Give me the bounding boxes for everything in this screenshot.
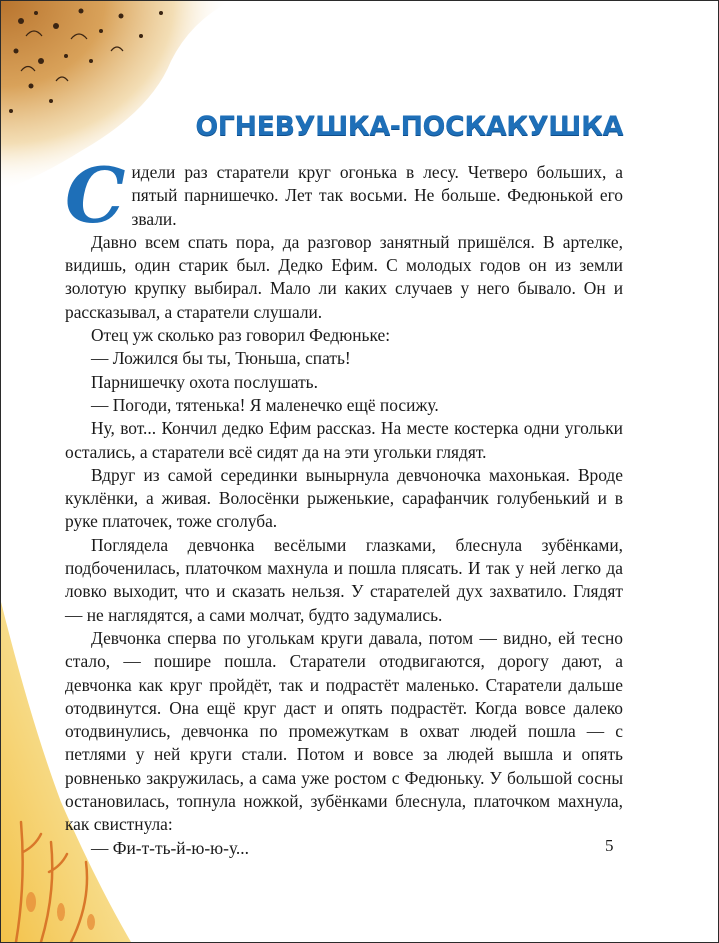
drop-cap-letter: С bbox=[65, 151, 126, 240]
paragraph-5: Парнишечку охота послушать. bbox=[91, 371, 318, 392]
story-text bbox=[65, 151, 623, 860]
page-number: 5 bbox=[605, 836, 614, 855]
paragraph-10: Девчонка сперва по уголькам круги давала, потом — видно, ей тесно стало, — пошире пошла. Старатели отодвигаются, дорогу дают, а девчонка как круг пройдёт, так и подрастёт маленько. Старатели дальше отодвинутся. Она ещё круг даст и опять подрастёт. Когда вовсе далеко отодвинулись, девчонка по промежуткам в охват людей пошла — с петлями у ней круги стали. Потом и вовсе за людей вышла и опять ровненько закружилась, а сама уже ростом с Федюньку. У большой сосны остановилась, топнула ножкой, зубёнками блеснула, платочком махнула, как свистнула: bbox=[65, 627, 623, 835]
paragraph-2: Давно всем спать пора, да разговор занятный пришёлся. В артелке, видишь, один старик был. Дедко Ефим. С молодых годов он из земли золотую крупку выбирал. Мало ли каких случаев у него бывало. Он и рассказывал, а старатели слушали. bbox=[65, 231, 623, 322]
paragraph-3: Отец уж сколько раз говорил Федюньке: bbox=[91, 325, 391, 346]
paragraph-1: Сидели раз старатели круг огонька в лесу. Четверо больших, а пятый парнишечко. Лет так восьми. Не больше. Федюнькой его звали. bbox=[65, 151, 623, 240]
paragraph-8: Вдруг из самой серединки вынырнула девчоночка махонькая. Вроде куклёнки, а живая. Волосёнки рыженькие, сарафанчик голубенький и в руке платочек, тоже сголуба. bbox=[65, 464, 623, 532]
paragraph-11: — Фи-т-ть-й-ю-ю-у... bbox=[91, 837, 249, 858]
paragraph-9: Поглядела девчонка весёлыми глазками, блеснула зубёнками, подбоченилась, платочком махнула и пошла плясать. И так у ней легко да ловко выходит, что и сказать нельзя. У старателей дух захватило. Глядят — не наглядятся, а сами молчат, будто задумались. bbox=[65, 534, 623, 625]
paragraph-6: — Погоди, тятенька! Я маленечко ещё посижу. bbox=[91, 394, 439, 415]
paragraph-7: Ну, вот... Кончил дедко Ефим рассказ. На месте костерка одни угольки остались, а старатели всё сидят да на эти угольки глядят. bbox=[65, 418, 623, 462]
story-title: ОГНЕВУШКА-ПОСКАКУШКА bbox=[195, 111, 623, 142]
paragraph-4: — Ложился бы ты, Тюньша, спать! bbox=[91, 348, 351, 369]
